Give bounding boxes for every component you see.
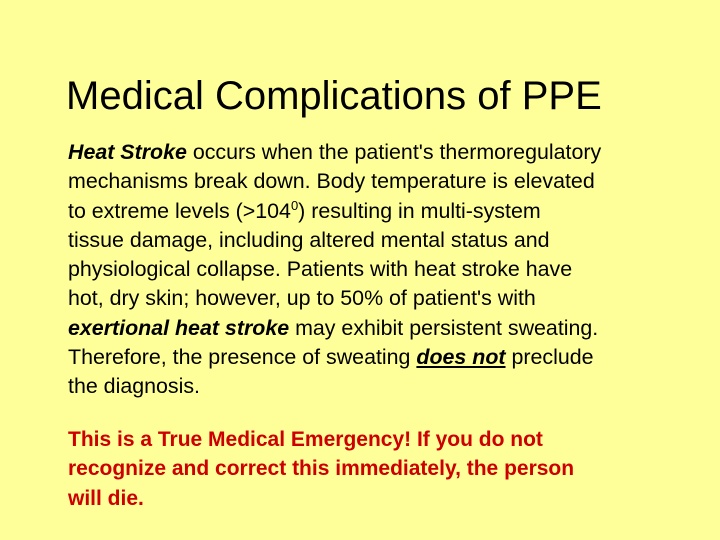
body-line-5: physiological collapse. Patients with heat stroke have (68, 257, 573, 282)
slide-title: Medical Complications of PPE (66, 74, 602, 118)
body-line-8 (68, 343, 688, 372)
degree-superscript: 0 (290, 197, 299, 213)
body-line-6: hot, dry skin; however, up to 50% of patient's with (68, 286, 536, 311)
body-line-7 (68, 314, 688, 343)
body-line-3 (68, 197, 688, 226)
body-line-7-post: may exhibit persistent sweating. (289, 315, 599, 340)
body-line-8-pre: Therefore, the presence of sweating (68, 345, 417, 370)
term-exertional-heat-stroke: exertional heat stroke (68, 315, 290, 340)
emphasis-does-not: does not (416, 345, 506, 370)
warning-line-2: recognize and correct this immediately, the person (68, 457, 575, 481)
warning-line-3: will die. (68, 486, 144, 510)
body-line-4: tissue damage, including altered mental status and (68, 227, 550, 252)
body-paragraph (68, 138, 688, 402)
body-line-2: mechanisms break down. Body temperature is elevated (68, 169, 595, 194)
body-line-1 (68, 138, 688, 167)
emergency-warning (68, 425, 574, 513)
body-line-1-text: occurs when the patient's thermoregulatory (186, 140, 602, 164)
body-line-8-post: preclude (505, 345, 594, 370)
body-line-3-pre: to extreme levels (>104 (68, 198, 291, 223)
term-heat-stroke: Heat Stroke (68, 140, 187, 164)
body-line-9: the diagnosis. (68, 374, 200, 399)
body-line-3-post: ) resulting in multi-system (298, 198, 541, 223)
warning-line-1: This is a True Medical Emergency! If you do not (68, 428, 543, 451)
